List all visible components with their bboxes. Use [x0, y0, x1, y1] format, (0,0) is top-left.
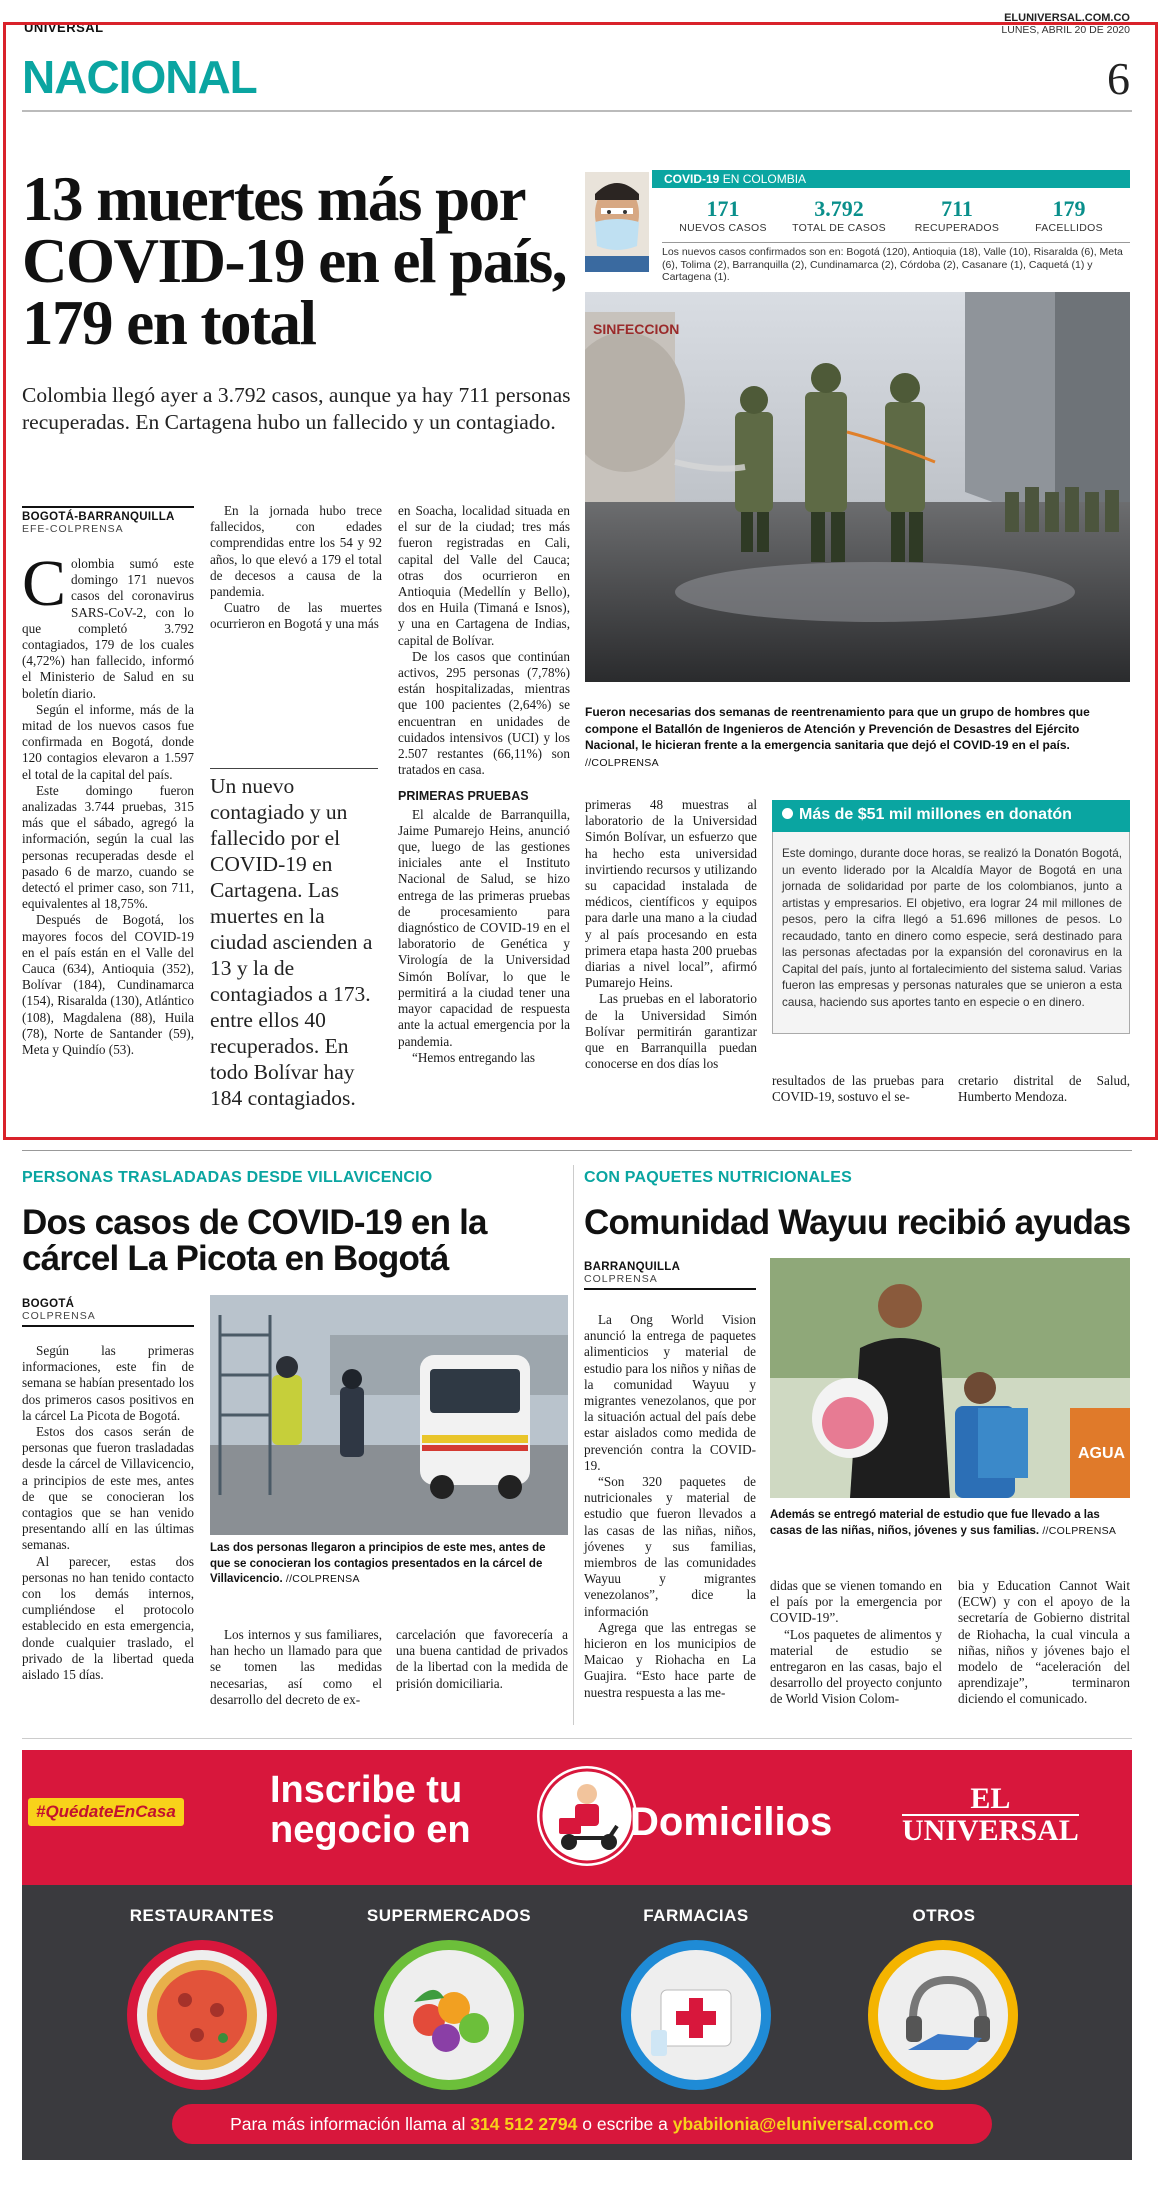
covid-box-label-suffix: EN COLOMBIA: [722, 172, 807, 186]
paragraph: Cuatro de las muertes ocurrieron en Bogotá y una más: [210, 600, 382, 632]
picota-photo-caption: [210, 1541, 568, 1588]
paragraph: Al parecer, estas dos personas no han tenido contacto con los demás internos, cumpliéndose el protocolo establecido en esta emergencia, donde cualquier traslado, el privado de la libertad queda aislado 15 días.: [22, 1553, 194, 1683]
headphones-shoe-icon: [868, 1940, 1018, 2090]
byline-rule: [584, 1288, 756, 1290]
prison-ambulance-photo: [210, 1295, 568, 1535]
wayuu-photo-caption: [770, 1508, 1130, 1539]
section-divider: [22, 1150, 1132, 1151]
donaton-body: Este domingo, durante doce horas, se realizó la Donatón Bogotá, un evento liderado por la Alcaldía Mayor de Bogotá en una jornada de solidaridad por parte de los colombianos, junto a artistas y empresarios. El objetivo, era lograr 24 mil millones de pesos, pero la cifra llegó a 51.696 millones de pesos. Lo recaudado, tanto en dinero como especie, será destinado para las personas afectadas por la expansión del coronavirus en la Capital del país, junto al fortalecimiento del sistema salud. Varias fueron las empresas y personas naturales que se unieron a esta causa, haciendo sus aportes tanto en especie o en dinero.: [782, 847, 1122, 1009]
ad-category-restaurants: RESTAURANTES: [129, 1906, 275, 1925]
ad-category-others: OTROS: [912, 1906, 976, 1925]
ad-contact-banner[interactable]: [172, 2104, 992, 2144]
page-number: 6: [1107, 53, 1130, 104]
stat-new-cases: [664, 196, 782, 234]
ad-brand-domicilios: Domicilios: [630, 1800, 833, 1844]
column-divider: [573, 1165, 574, 1725]
donaton-header: [772, 800, 1130, 832]
paragraph: didas que se vienen tomando en el país por la emergencia por COVID-19”.: [770, 1578, 942, 1626]
stat-total-cases: [780, 196, 898, 234]
caption-credit: //COLPRENSA: [585, 756, 659, 769]
donaton-title: Más de $51 mil millones en donatón: [799, 806, 1072, 823]
paragraph: La Ong World Vision anunció la entrega de paquetes alimenticios y material de estudio para los niños y niñas de la comunidad Wayuu y migrantes venezolanos, que por la situación actual del país debe estar aislados como medida de prevención contra la COVID-19.: [584, 1312, 756, 1473]
soldiers-disinfecting-photo: [585, 292, 1130, 682]
picota-col-3: [396, 1627, 568, 1692]
byline-location: BARRANQUILLA: [584, 1261, 681, 1273]
lead-col-6: cretario distrital de Salud, Humberto Mendoza.: [958, 1073, 1130, 1105]
paragraph: Las pruebas en el laboratorio de la Universidad Simón Bolívar permitirán garantizar que en Barranquilla puedan conocerse en dos días los: [585, 991, 757, 1072]
section-title: NACIONAL: [22, 51, 257, 103]
lead-col-5: resultados de las pruebas para COVID-19, sostuvo el se-: [772, 1073, 944, 1105]
paragraph: bia y Education Cannot Wait (ECW) y con el apoyo de la secretaría de Gobierno distrital de Riohacha, la cual vincula a niñas, niños y jóvenes bajo el modelo de “aceleración del aprendizaje”, terminaron diciendo el comunicado.: [958, 1578, 1130, 1707]
stat-value: 171: [706, 196, 740, 221]
ad-brand-el: EL: [970, 1782, 1011, 1815]
covid-box-header: [652, 170, 1130, 188]
bullet-icon: [782, 808, 793, 819]
stat-value: 711: [941, 196, 973, 221]
byline-location: BOGOTÁ-BARRANQUILLA: [22, 511, 175, 523]
ad-email[interactable]: ybabilonia@eluniversal.com.co: [672, 2114, 934, 2134]
stat-label: FACELLIDOS: [1035, 222, 1103, 234]
lead-col-1: [22, 547, 194, 1058]
main-photo-caption: [585, 704, 1130, 771]
tank-lettering: SINFECCION: [593, 321, 680, 337]
col-subhead: PRIMERAS PRUEBAS: [398, 789, 529, 804]
ad-title: [270, 1770, 471, 1850]
wayuu-aid-photo: [770, 1258, 1130, 1498]
section-divider: [22, 1738, 1132, 1739]
pull-quote: Un nuevo contagiado y un fallecido por el COVID-19 en Cartagena. Las muertes en la ciudad ascienden a 13 y la de contagiados a 173. entre ellos 40 recuperados. En todo Bolívar hay 184 contagiados.: [210, 768, 378, 1111]
covid-box-label: COVID-19: [664, 172, 720, 186]
issue-date: LUNES, ABRIL 20 DE 2020: [1001, 24, 1130, 36]
ad-category-pharmacies: FARMACIAS: [643, 1906, 749, 1925]
paragraph: De los casos que continúan activos, 295 personas (7,78%) están hospitalizadas, mientras que 100 pacientes (2,64%) se encuentran en unidades de cuidados intensivos (UCI) y los 2.507 restantes (66,11%) son tratados en casa.: [398, 648, 570, 778]
water-sign: AGUA: [1078, 1445, 1126, 1462]
paragraph: primeras 48 muestras al laboratorio de la Universidad Simón Bolívar, un esfuerzo que ha hecho esta universidad invirtiendo recursos y utilizando su capacidad instalada de médicos, científicos y equipos para darle una mano a la ciudad y al país procesando en esta primera etapa hasta 200 pruebas diarias a nivel local”, afirmó Pumarejo Heins.: [585, 797, 757, 991]
wayuu-byline: [584, 1261, 756, 1290]
paragraph: en Soacha, localidad situada en el sur de la ciudad; tres más fueron registradas en Cali, capital del Valle del Cauca; otras dos ocurrieron en Antioquia (Medellín y Bello), dos en Huila (Timaná e Isnos), y una en Cartagena de Indias, capital de Bolívar.: [398, 503, 570, 648]
paragraph: Los internos y sus familiares, han hecho un llamado para que se tomen las medidas necesarias, así como el desarrollo del decreto de ex-: [210, 1627, 382, 1707]
stat-value: 179: [1052, 196, 1086, 221]
paragraph: “Son 320 paquetes de nutricionales y material de estudio que fueron llevados a las casas de las niñas, niños, jóvenes y sus familias, miembros de las comunidades Wayuu y migrantes venezolanos”, dice la información: [584, 1474, 756, 1619]
stat-label: RECUPERADOS: [914, 222, 1000, 234]
caption-credit: //COLPRENSA: [285, 1573, 360, 1585]
picota-col-1: [22, 1343, 194, 1683]
covid-box-note: Los nuevos casos confirmados son en: Bogotá (120), Antioquia (18), Valle (10), Risaralda (6), Meta (6), Tolima (2), Barranquilla (2), Cundinamarca (2), Córdoba (2), Casanare (1), Caquetá (1) y Cartagena (1).: [662, 242, 1130, 284]
paragraph: Este domingo fueron analizadas 3.744 pruebas, 315 más que el sábado, agregó la información, según la cual las personas recuperadas desde el pasado 6 de marzo, cuando se detectó el primer caso, son 711, equivalentes al 18,75%.: [22, 782, 194, 912]
byline-location: BOGOTÁ: [22, 1298, 75, 1310]
caption-text: Además se entregó material de estudio que fue llevado a las casas de las niñas, niños, jóvenes y sus familias.: [770, 1509, 1100, 1537]
lead-col-4: [585, 797, 757, 1072]
pizza-icon: [127, 1940, 277, 2090]
wayuu-kicker: CON PAQUETES NUTRICIONALES: [584, 1169, 853, 1186]
wayuu-col-2: [770, 1578, 942, 1708]
ad-footer-prefix: Para más información llama al: [230, 2114, 466, 2134]
lead-col-3: [398, 503, 570, 1066]
paragraph: Estos dos casos serán de personas que fueron trasladadas desde la cárcel de Villavicencio, a principios de este mes, antes de que se conocieran los contagios que se han venido presentando allí en las últimas semanas.: [22, 1424, 194, 1553]
byline-rule: [22, 506, 194, 508]
picota-byline: [22, 1298, 194, 1327]
groceries-icon: [374, 1940, 524, 2090]
byline-source: COLPRENSA: [22, 1310, 96, 1322]
stat-value: 3.792: [814, 196, 864, 221]
paragraph: Después de Bogotá, los mayores focos del COVID-19 en el país están en el Valle del Cauca (634), Antioquia (352), Bolívar (184), Cundinamarca (154), Risaralda (130), Atlántico (108), Magdalena (88), Huila (78), Norte de Santander (59), Meta y Quindío (53).: [22, 912, 194, 1058]
ad-footer-mid: o escribe a: [582, 2114, 668, 2134]
lead-col-2: [210, 503, 382, 633]
stat-deaths: [1010, 196, 1128, 234]
caption-text: Fueron necesarias dos semanas de reentrenamiento para que un grupo de hombres que compone el Batallón de Ingenieros de Atención y Prevención de Desastres del Ejército Nacional, le hicieran frente a la emergencia sanitaria que dejó el COVID-19 en el país.: [585, 705, 1090, 752]
wayuu-col-3: [958, 1578, 1130, 1708]
ad-category-supermarkets: SUPERMERCADOS: [366, 1906, 532, 1925]
paragraph: olombia sumó este domingo 171 nuevos casos del coronavirus SARS-CoV-2, con lo que completó 3.792 contagiados, 179 de los cuales (4,72%) han fallecido, informó el Ministerio de Salud en su boletín diario.: [22, 556, 194, 701]
paragraph: Según las primeras informaciones, este fin de semana se habían presentado los dos primeros casos positivos en la cárcel La Picota de Bogotá.: [22, 1343, 194, 1423]
ad-title-line-1: Inscribe tu: [270, 1769, 463, 1811]
ad-phone[interactable]: 314 512 2794: [470, 2114, 578, 2134]
site-url: ELUNIVERSAL.COM.CO: [1004, 12, 1130, 24]
masked-person-image: [585, 172, 649, 272]
byline-rule: [22, 1325, 194, 1327]
lead-byline: [22, 506, 194, 535]
masthead-brand: UNIVERSAL: [24, 20, 104, 35]
domicilios-advertisement[interactable]: [22, 1750, 1132, 2160]
lead-subhead: Colombia llegó ayer a 3.792 casos, aunque ya hay 711 personas recuperadas. En Cartagena hubo un fallecido y un contagiado.: [22, 383, 571, 434]
caption-credit: //COLPRENSA: [1042, 1524, 1117, 1537]
picota-kicker: PERSONAS TRASLADADAS DESDE VILLAVICENCIO: [22, 1169, 433, 1186]
picota-col-2: [210, 1627, 382, 1708]
ad-brand-universal: UNIVERSAL: [902, 1814, 1079, 1847]
paragraph: “Hemos entregando las: [412, 1049, 536, 1065]
stat-label: NUEVOS CASOS: [679, 222, 767, 234]
wayuu-headline: Comunidad Wayuu recibió ayudas: [584, 1203, 1131, 1242]
ad-hashtag: #QuédateEnCasa: [28, 1798, 184, 1826]
paragraph: En la jornada hubo trece fallecidos, con edades comprendidas entre los 54 y 92 años, lo que elevó a 179 el total de decesos a causa de la pandemia.: [210, 503, 382, 600]
section-rule: [22, 110, 1132, 112]
paragraph: El alcalde de Barranquilla, Jaime Pumarejo Heins, anunció que, luego de las gestiones iniciales ante el Instituto Nacional de Salud, se hizo entrega de las primeras pruebas de procesamiento para diagnóstico de COVID-19 en el laboratorio de Genética y Virología de la Universidad Simón Bolívar, lo que le permitirá a la ciudad tener una mayor capacidad de respuesta ante la actual emergencia por la pandemia.: [398, 806, 570, 1049]
ad-title-line-2: negocio en: [270, 1809, 471, 1851]
paragraph: “Los paquetes de alimentos y material de estudio se entregaron en las casas, bajo el desarrollo del proyecto conjunto de World Vision Colom-: [770, 1626, 942, 1707]
drop-cap: C: [22, 547, 67, 620]
byline-source: EFE-COLPRENSA: [22, 523, 124, 535]
lead-headline: 13 muertes más por COVID-19 en el país, 179 en total: [22, 164, 567, 358]
paragraph: carcelación que favorecería a una buena cantidad de privados de la libertad con la medida de prisión domiciliaria.: [396, 1627, 568, 1691]
caption-text: Las dos personas llegaron a principios de este mes, antes de que se conocieran los contagios presentados en la cárcel de Villavicencio.: [210, 1542, 546, 1585]
stat-label: TOTAL DE CASOS: [792, 222, 886, 234]
paragraph: Según el informe, más de la mitad de los nuevos casos fue confirmada en Bogotá, donde 120 contagios elevaron a 1.597 el total de la capital del país.: [22, 701, 194, 782]
delivery-scooter-icon: [537, 1766, 637, 1866]
paragraph: Agrega que las entregas se hicieron en los municipios de Maicao y Riohacha en La Guajira. “Esto hace parte de nuestra respuesta a las me-: [584, 1619, 756, 1700]
byline-source: COLPRENSA: [584, 1273, 658, 1285]
first-aid-kit-icon: [621, 1940, 771, 2090]
wayuu-col-1: [584, 1312, 756, 1701]
picota-headline: Dos casos de COVID-19 en la cárcel La Picota en Bogotá: [22, 1203, 487, 1278]
ad-brand-eluniversal: [902, 1784, 1079, 1846]
stat-recovered: [898, 196, 1016, 234]
